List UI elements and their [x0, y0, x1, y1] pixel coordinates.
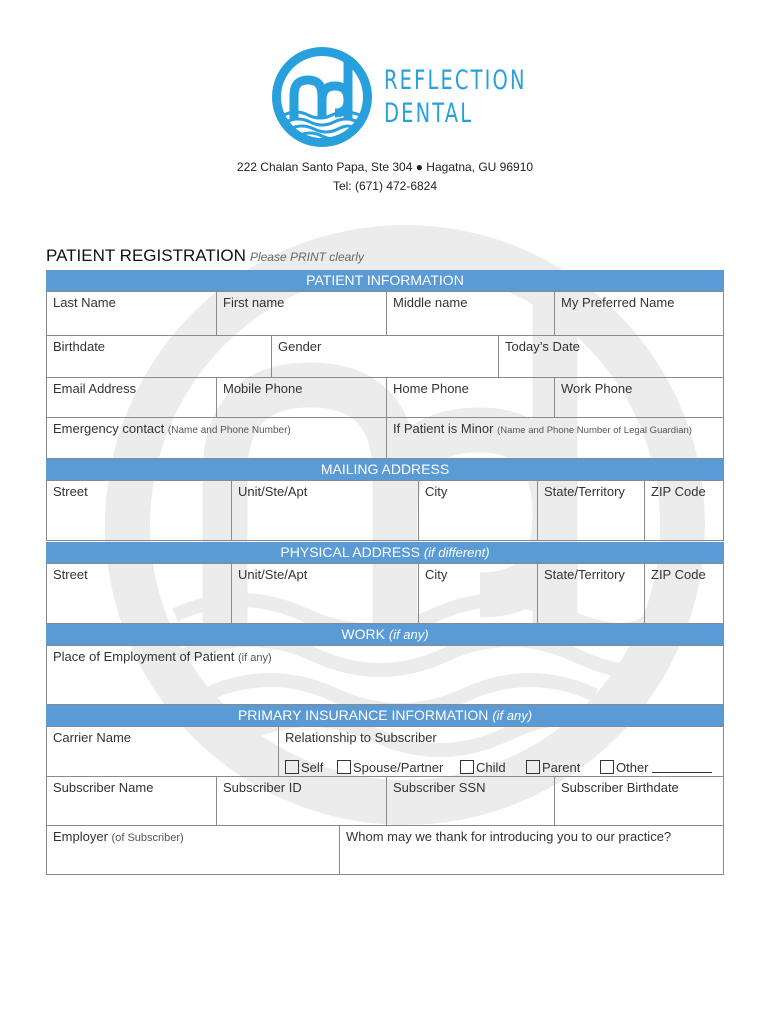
work-header-text: WORK [341, 626, 385, 642]
physical-unit-label: Unit/Ste/Apt [238, 567, 308, 582]
practice-phone: Tel: (671) 472-6824 [332, 179, 438, 193]
brand-logo [270, 45, 527, 150]
emergency-contact-label: Emergency contact [53, 421, 165, 436]
spouse-checkbox[interactable] [337, 760, 443, 775]
self-label: Self [301, 760, 324, 775]
parent-label: Parent [542, 760, 581, 775]
other-blank-line [652, 761, 712, 773]
physical-state-field[interactable] [537, 563, 645, 624]
work-phone-label: Work Phone [561, 381, 633, 396]
minor-guardian-field[interactable] [386, 417, 724, 459]
emergency-contact-note: (Name and Phone Number) [167, 425, 291, 436]
checkbox-box [600, 760, 614, 774]
physical-header-note: (if different) [423, 545, 490, 560]
preferred-name-field[interactable] [554, 291, 724, 336]
physical-zip-label: ZIP Code [651, 567, 706, 582]
first-name-field[interactable] [216, 291, 387, 336]
spouse-label: Spouse/Partner [353, 760, 444, 775]
subscriber-name-label: Subscriber Name [53, 780, 154, 795]
section-header-work [46, 624, 724, 645]
mobile-phone-label: Mobile Phone [223, 381, 303, 396]
self-checkbox[interactable] [285, 760, 323, 775]
gender-label: Gender [278, 339, 322, 354]
email-field[interactable] [46, 377, 217, 418]
mailing-city-field[interactable] [418, 480, 538, 541]
other-label: Other [616, 760, 649, 775]
todays-date-label: Today’s Date [505, 339, 580, 354]
physical-state-label: State/Territory [544, 567, 625, 582]
employment-note: (if any) [238, 652, 272, 664]
home-phone-field[interactable] [386, 377, 555, 418]
mobile-phone-field[interactable] [216, 377, 387, 418]
birthdate-field[interactable] [46, 335, 272, 378]
carrier-name-label: Carrier Name [53, 730, 132, 745]
last-name-field[interactable] [46, 291, 217, 336]
physical-city-field[interactable] [418, 563, 538, 624]
employer-label: Employer [53, 829, 108, 844]
form-title-text: PATIENT REGISTRATION [46, 246, 246, 265]
todays-date-field[interactable] [498, 335, 724, 378]
minor-guardian-note: (Name and Phone Number of Legal Guardian) [497, 425, 692, 436]
emergency-contact-field[interactable] [46, 417, 387, 459]
gender-field[interactable] [271, 335, 499, 378]
checkbox-box [526, 760, 540, 774]
mailing-street-field[interactable] [46, 480, 232, 541]
subscriber-birthdate-field[interactable] [554, 776, 724, 826]
tooth-wave-icon [270, 45, 374, 149]
subscriber-name-field[interactable] [46, 776, 217, 826]
employment-field[interactable] [46, 645, 724, 705]
employment-label: Place of Employment of Patient [53, 649, 235, 664]
child-checkbox[interactable] [460, 760, 506, 775]
mailing-zip-label: ZIP Code [651, 484, 706, 499]
insurance-header-note: (if any) [492, 708, 533, 723]
physical-street-label: Street [53, 567, 88, 582]
physical-street-field[interactable] [46, 563, 232, 624]
subscriber-ssn-label: Subscriber SSN [393, 780, 486, 795]
mailing-zip-field[interactable] [644, 480, 724, 541]
last-name-label: Last Name [53, 295, 116, 310]
child-label: Child [476, 760, 506, 775]
physical-unit-field[interactable] [231, 563, 419, 624]
other-checkbox[interactable] [600, 760, 712, 775]
birthdate-label: Birthdate [53, 339, 106, 354]
subscriber-id-label: Subscriber ID [223, 780, 302, 795]
carrier-name-field[interactable] [46, 726, 279, 777]
subscriber-birthdate-label: Subscriber Birthdate [561, 780, 679, 795]
physical-city-label: City [425, 567, 448, 582]
mailing-state-label: State/Territory [544, 484, 625, 499]
employer-field[interactable] [46, 825, 340, 875]
email-label: Email Address [53, 381, 137, 396]
mailing-unit-label: Unit/Ste/Apt [238, 484, 308, 499]
section-header-patient: PATIENT INFORMATION [46, 270, 724, 291]
referral-label: Whom may we thank for introducing you to our practice? [346, 829, 672, 844]
mailing-unit-field[interactable] [231, 480, 419, 541]
relationship-label: Relationship to Subscriber [285, 730, 437, 745]
first-name-label: First name [223, 295, 285, 310]
practice-address: 222 Chalan Santo Papa, Ste 304 ● Hagatna, GU 96910 [236, 160, 534, 174]
middle-name-field[interactable] [386, 291, 555, 336]
subscriber-ssn-field[interactable] [386, 776, 555, 826]
subscriber-id-field[interactable] [216, 776, 387, 826]
physical-header-text: PHYSICAL ADDRESS [280, 544, 420, 560]
section-header-physical [46, 542, 724, 563]
home-phone-label: Home Phone [393, 381, 469, 396]
employer-note: (of Subscriber) [111, 832, 184, 844]
brand-name-line1: REFLECTION [384, 65, 527, 96]
checkbox-box [460, 760, 474, 774]
parent-checkbox[interactable] [526, 760, 580, 775]
insurance-header-text: PRIMARY INSURANCE INFORMATION [237, 707, 489, 723]
form-title [46, 246, 364, 266]
section-header-insurance [46, 705, 724, 726]
mailing-state-field[interactable] [537, 480, 645, 541]
checkbox-box [285, 760, 299, 774]
preferred-name-label: My Preferred Name [561, 295, 675, 310]
referral-field[interactable] [339, 825, 724, 875]
minor-guardian-label: If Patient is Minor [393, 421, 494, 436]
mailing-street-label: Street [53, 484, 88, 499]
work-header-note: (if any) [388, 627, 429, 642]
section-header-mailing: MAILING ADDRESS [46, 459, 724, 480]
brand-name-line2: DENTAL [384, 98, 474, 129]
work-phone-field[interactable] [554, 377, 724, 418]
mailing-city-label: City [425, 484, 448, 499]
middle-name-label: Middle name [393, 295, 468, 310]
checkbox-box [337, 760, 351, 774]
form-subtitle: Please PRINT clearly [249, 250, 364, 264]
physical-zip-field[interactable] [644, 563, 724, 624]
